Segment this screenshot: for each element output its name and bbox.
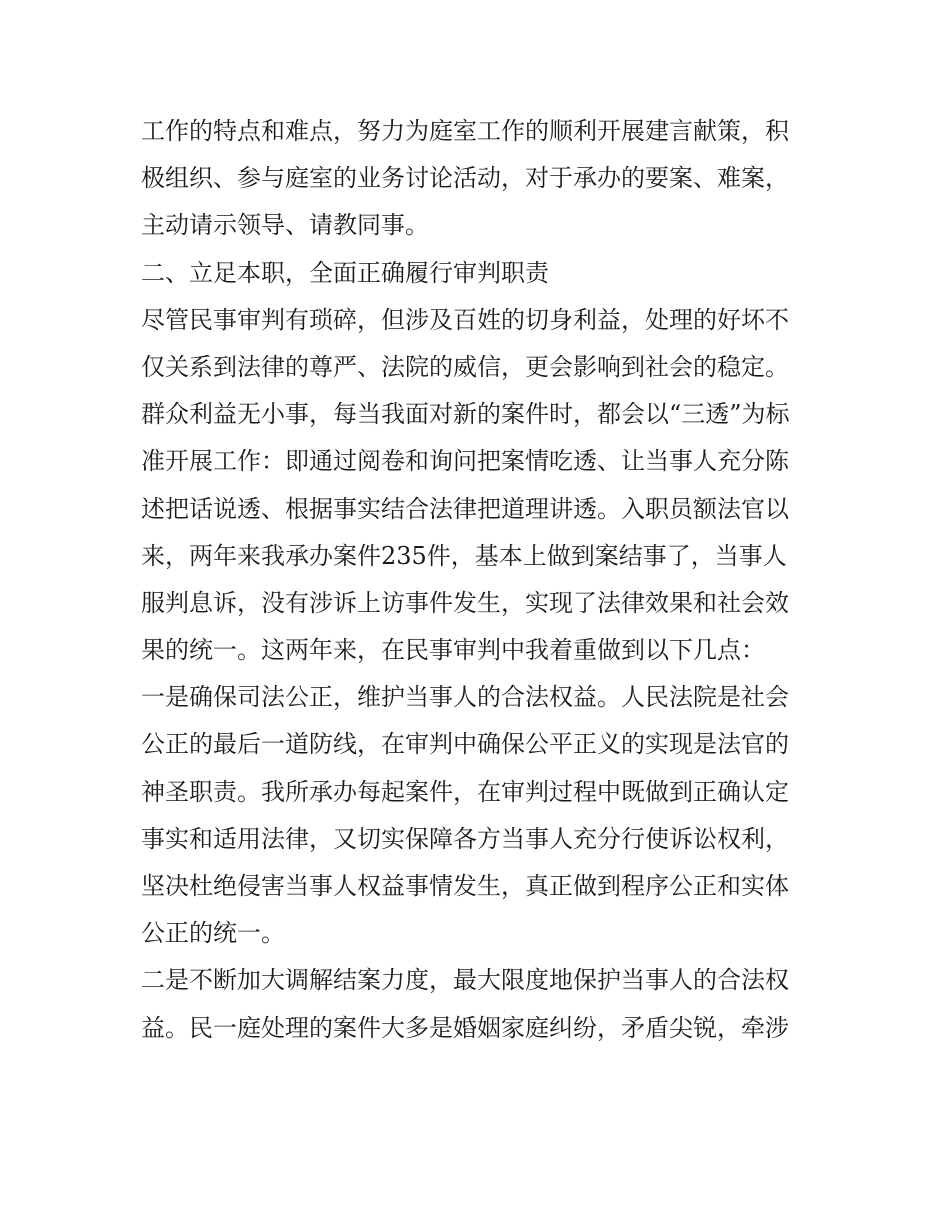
text-line: 极组织、参与庭室的业务讨论活动，对于承办的要案、难案， <box>141 164 789 193</box>
section-heading: 二、立足本职，全面正确履行审判职责 <box>141 258 549 287</box>
text-line: 群众利益无小事，每当我面对新的案件时，都会以“三透”为标 <box>141 400 790 429</box>
document-body <box>141 108 821 1052</box>
text-line: 公正的统一。 <box>141 919 285 948</box>
text-line: 尽管民事审判有琐碎，但涉及百姓的切身利益，处理的好坏不 <box>141 305 789 334</box>
text-line: 准开展工作：即通过阅卷和询问把案情吃透、让当事人充分陈 <box>141 447 789 476</box>
text-line: 果的统一。这两年来，在民事审判中我着重做到以下几点： <box>141 636 765 665</box>
text-line: 来，两年来我承办案件235件，基本上做到案结事了，当事人 <box>141 541 787 570</box>
text-line: 服判息诉，没有涉诉上访事件发生，实现了法律效果和社会效 <box>141 588 789 617</box>
text-line: 工作的特点和难点，努力为庭室工作的顺利开展建言献策，积 <box>141 117 789 145</box>
text-line: 坚决杜绝侵害当事人权益事情发生，真正做到程序公正和实体 <box>141 872 789 900</box>
text-line: 一是确保司法公正，维护当事人的合法权益。人民法院是社会 <box>141 683 789 712</box>
text-line: 益。民一庭处理的案件大多是婚姻家庭纠纷，矛盾尖锐，牵涉 <box>141 1013 789 1042</box>
text-line: 公正的最后一道防线，在审判中确保公平正义的实现是法官的 <box>141 730 789 759</box>
text-line: 仅关系到法律的尊严、法院的威信，更会影响到社会的稳定。 <box>141 352 789 381</box>
text-line: 述把话说透、根据事实结合法律把道理讲透。入职员额法官以 <box>141 494 789 523</box>
text-line: 主动请示领导、请教同事。 <box>141 211 429 240</box>
text-line: 事实和适用法律，又切实保障各方当事人充分行使诉讼权利， <box>141 824 789 853</box>
text-line: 神圣职责。我所承办每起案件，在审判过程中既做到正确认定 <box>141 777 789 806</box>
text-line: 二是不断加大调解结案力度，最大限度地保护当事人的合法权 <box>141 966 789 995</box>
